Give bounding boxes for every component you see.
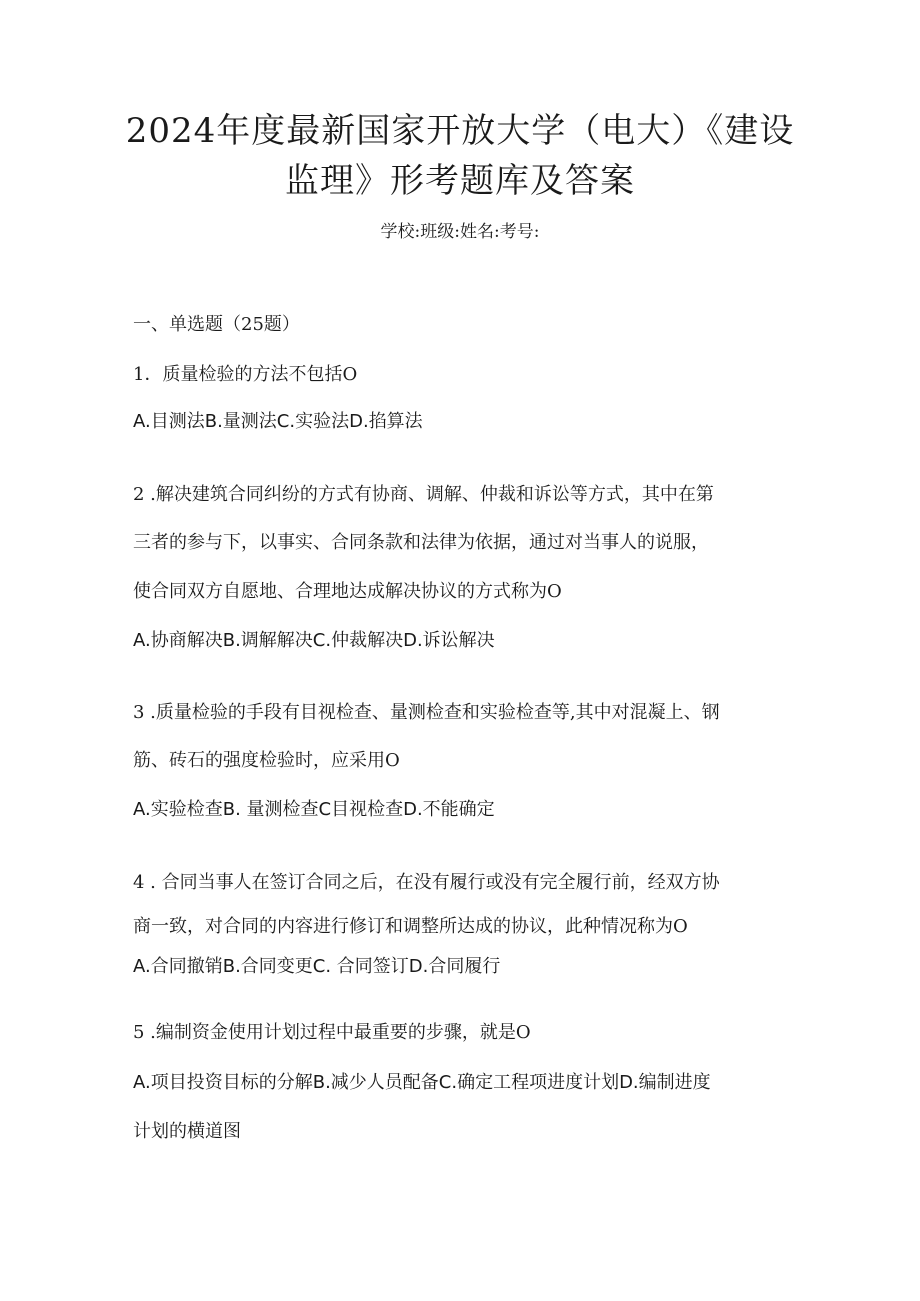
question-1-options: A.目测法B.量测法C.实验法D.掐算法	[133, 411, 423, 432]
question-3-text-line-1: 3 .质量检验的手段有目视检查、量测检查和实验检查等,其中对混凝上、钢	[133, 702, 720, 723]
question-5-text: 5 .编制资金使用计划过程中最重要的步骤，就是O	[133, 1022, 531, 1043]
question-4-options: A.合同撤销B.合同变更C. 合同签订D.合同履行	[133, 956, 501, 977]
section-heading: 一、单选题（25题）	[133, 314, 300, 335]
document-title-line-2: 监理》形考题库及答案	[285, 161, 635, 201]
question-3-options: A.实验检查B. 量测检查C目视检查D.不能确定	[133, 799, 495, 820]
question-1-text: 1．质量检验的方法不包括O	[133, 364, 358, 385]
question-2-text-line-3: 使合同双方自愿地、合理地达成解决协议的方式称为O	[133, 581, 562, 602]
question-3-text-line-2: 筋、砖石的强度检验时，应采用O	[133, 750, 400, 771]
question-2-text-line-2: 三者的参与下，以事实、合同条款和法律为依据，通过对当事人的说服，	[133, 532, 709, 553]
question-4-text-line-2: 商一致，对合同的内容进行修订和调整所达成的协议，此种情况称为O	[133, 916, 688, 937]
question-5-options-line-1: A.项目投资目标的分解B.减少人员配备C.确定工程项进度计划D.编制进度	[133, 1072, 711, 1093]
question-2-text-line-1: 2 .解决建筑合同纠纷的方式有协商、调解、仲裁和诉讼等方式，其中在第	[133, 484, 714, 505]
question-2-options: A.协商解决B.调解解决C.仲裁解决D.诉讼解决	[133, 630, 495, 651]
question-4-text-line-1: 4 . 合同当事人在签订合同之后，在没有履行或没有完全履行前，经双方协	[133, 872, 720, 893]
student-info-line: 学校:班级:姓名:考号:	[380, 222, 540, 242]
question-5-options-line-2: 计划的横道图	[133, 1121, 241, 1142]
document-title-line-1: 2024年度最新国家开放大学（电大）《建设	[125, 111, 795, 151]
